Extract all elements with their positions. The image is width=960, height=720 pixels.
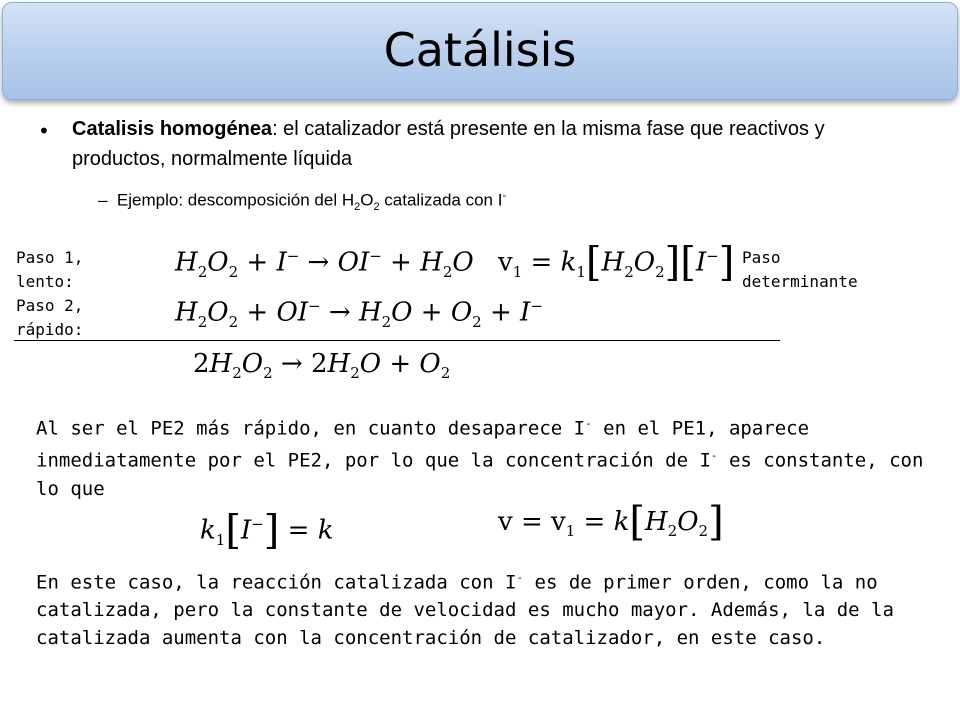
explanation-paragraph-2 <box>36 564 926 652</box>
para1-part2: en el PE1, aparece inmediatamente por el PE2, por lo que la concentración de I <box>36 417 810 472</box>
equation-step1: $H_2O_2 + I^- \to OI^- + H_2O$ <box>175 247 474 281</box>
bullet-rest: : el catalizador está presente en la misma fase que reactivos y productos, normalmente líquida <box>72 118 825 170</box>
determinant-step-note: Paso determinante <box>742 248 858 291</box>
sum-line <box>14 340 780 341</box>
sub-bullet-sub2: 2 <box>373 201 380 214</box>
bullet-bold-term: Catalisis homogénea <box>72 118 273 140</box>
rate-law-overall: $v = v_1 = k[H_2O_2]$ <box>498 499 724 545</box>
rate-law-step1: $v_1 = k_1[H_2O_2][I^-]$ <box>498 239 735 286</box>
para1-part1: Al ser el PE2 más rápido, en cuanto desaparece I <box>36 417 586 440</box>
para2-part1: En este caso, la reacción catalizada con I <box>36 571 517 594</box>
sub-bullet-prefix: Ejemplo: descomposición del H <box>116 190 355 210</box>
slide-title: Catálisis <box>383 23 577 77</box>
para1-sup1: - <box>585 417 592 430</box>
explanation-paragraph-1 <box>36 410 926 503</box>
bullet-text <box>72 114 912 174</box>
bullet-dot: • <box>38 119 50 143</box>
sub-bullet <box>98 184 898 219</box>
para2-part2: es de primer orden, como la no catalizada, pero la constante de velocidad es mucho mayor. Además, la de la catalizada aumenta con la concentración de catalizador, en este caso. <box>36 571 894 650</box>
step2-label: Paso 2, rápido: <box>16 296 84 339</box>
sub-bullet-sup: - <box>502 190 507 202</box>
combined-constant-equation: $k_1[I^-] = k$ <box>200 507 334 554</box>
sub-bullet-dash: – <box>98 190 108 210</box>
sub-bullet-mid: O <box>360 190 374 210</box>
para2-sup1: - <box>516 571 524 584</box>
step1-label: Paso 1, lento: <box>16 248 84 291</box>
equation-step2: $H_2O_2 + OI^- \to H_2O + O_2 + I^-$ <box>175 297 543 331</box>
para1-part3: es constante, con lo que <box>36 449 924 500</box>
para1-sup2: - <box>710 449 718 463</box>
sub-bullet-suffix: catalizada con I <box>379 190 503 210</box>
overall-equation: $2H_2O_2 \to 2H_2O + O_2$ <box>193 349 451 383</box>
sub-bullet-sub1: 2 <box>354 201 361 214</box>
